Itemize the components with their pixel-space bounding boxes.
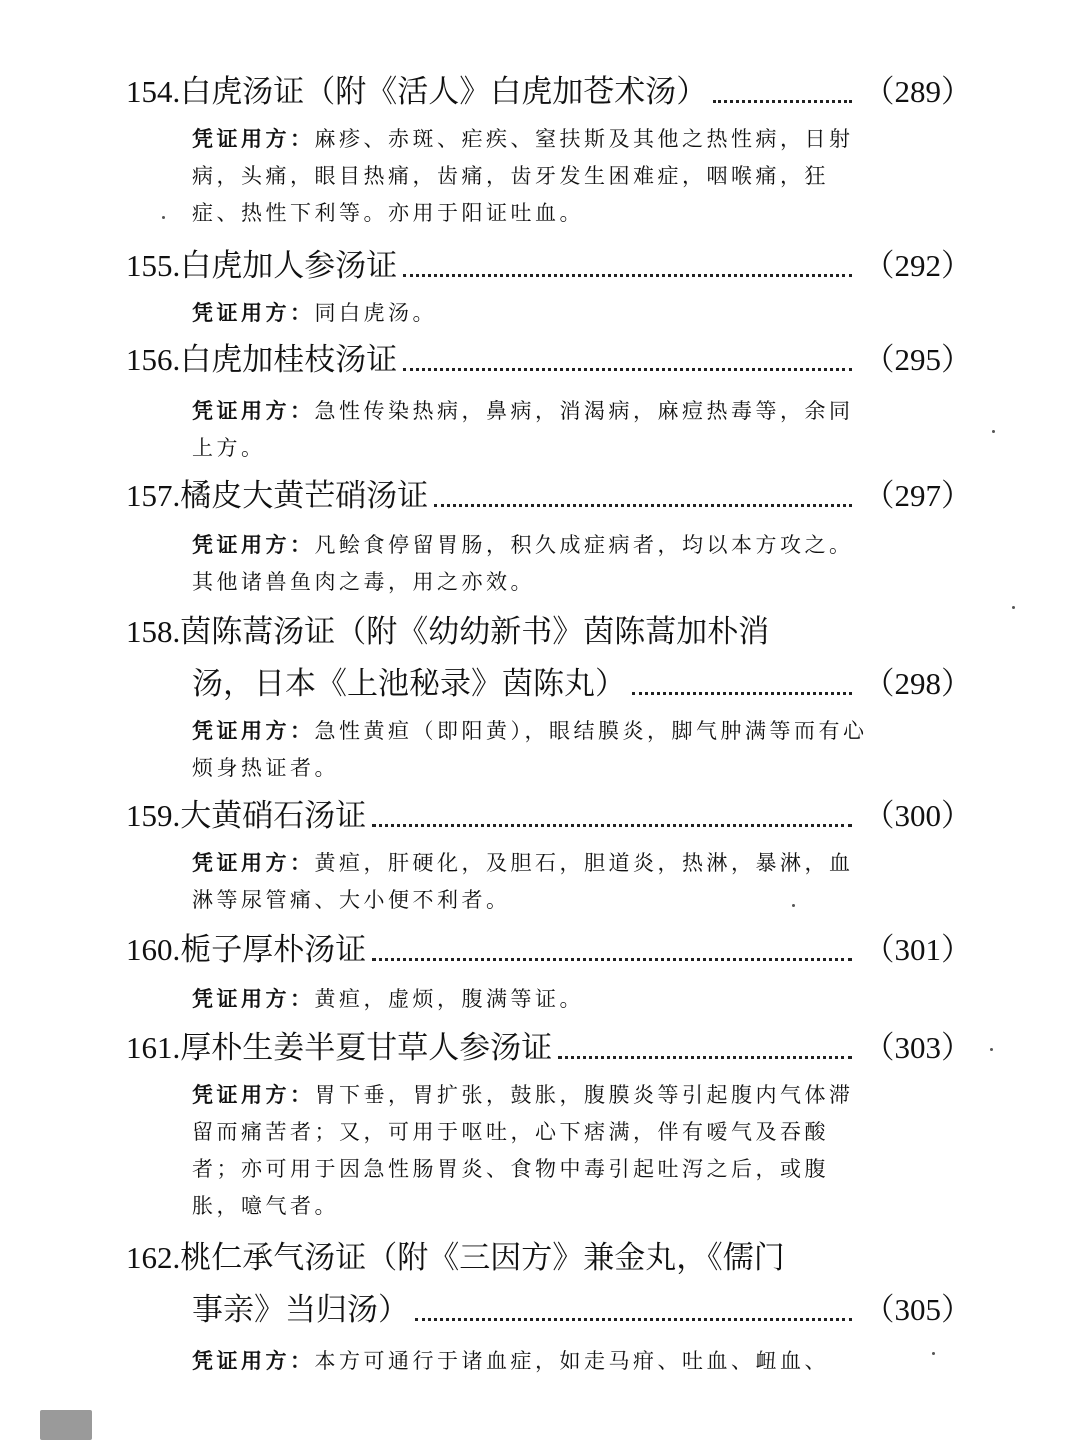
- leader-dots: [558, 1056, 851, 1059]
- entry-title: 茵陈蒿汤证（附《幼幼新书》茵陈蒿加朴消: [180, 614, 770, 650]
- entry-title-line: [126, 1028, 972, 1068]
- leader-dots: [415, 1318, 852, 1321]
- entry-usage: [192, 120, 872, 232]
- entry-number: 162.: [126, 1240, 181, 1275]
- entry-number: 160.: [126, 932, 181, 967]
- usage-text: 急性传染热病，鼻病，消渴病，麻痘热毒等，余同上方。: [192, 399, 854, 460]
- scan-corner-mark: [40, 1410, 92, 1440]
- entry-title-line: [126, 340, 972, 380]
- entry-title: 橘皮大黄芒硝汤证: [180, 478, 429, 514]
- entry-title-line: [126, 476, 972, 516]
- entry-number: 157.: [126, 478, 181, 513]
- leader-dots: [372, 958, 851, 961]
- usage-label: 凭证用方：: [192, 126, 315, 151]
- entry-page-ref: （300）: [863, 798, 972, 833]
- entry-page-ref: （298）: [863, 666, 972, 701]
- entry-number: 156.: [126, 342, 181, 377]
- entry-page-ref: （297）: [863, 478, 972, 513]
- entry-usage: [192, 392, 872, 467]
- entry-title: 厚朴生姜半夏甘草人参汤证: [180, 1030, 553, 1066]
- entry-title: 白虎加桂枝汤证: [180, 342, 398, 378]
- entry-number: 161.: [126, 1030, 181, 1065]
- usage-text: 本方可通行于诸血症，如走马疳、吐血、衄血、: [314, 1349, 829, 1373]
- scan-speck: [162, 216, 165, 219]
- leader-dots: [713, 100, 851, 103]
- entry-title-cont: 汤，日本《上池秘录》茵陈丸）: [192, 666, 626, 702]
- entry-title: 白虎汤证（附《活人》白虎加苍术汤）: [180, 74, 708, 110]
- scan-speck: [792, 904, 795, 907]
- entry-page-ref: （305）: [863, 1292, 972, 1327]
- scan-speck: [990, 1048, 993, 1051]
- entry-title-continuation: [192, 1290, 972, 1330]
- entry-usage: [192, 526, 872, 601]
- usage-label: 凭证用方：: [192, 532, 315, 557]
- usage-label: 凭证用方：: [192, 850, 315, 875]
- entry-title: 白虎加人参汤证: [180, 248, 398, 284]
- usage-text: 凡鲙食停留胃肠，积久成症病者，均以本方攻之。其他诸兽鱼肉之毒，用之亦效。: [192, 533, 854, 594]
- usage-label: 凭证用方：: [192, 718, 315, 743]
- usage-text: 黄疸，虚烦，腹满等证。: [314, 987, 584, 1011]
- usage-text: 胃下垂，胃扩张，鼓胀，腹膜炎等引起腹内气体滞留而痛苦者；又，可用于呕吐，心下痞满，伴有嗳气及吞酸者；亦可用于因急性肠胃炎、食物中毒引起吐泻之后，或腹胀，噫气者。: [192, 1083, 854, 1218]
- entry-title-cont: 事亲》当归汤）: [192, 1292, 409, 1328]
- entry-title-line: [126, 246, 972, 286]
- entry-page-ref: （289）: [863, 74, 972, 109]
- usage-label: 凭证用方：: [192, 1082, 315, 1107]
- usage-text: 急性黄疸（即阳黄），眼结膜炎，脚气肿满等而有心烦身热证者。: [192, 719, 868, 780]
- entry-page-ref: （292）: [863, 248, 972, 283]
- entry-title-line: [126, 796, 972, 836]
- usage-label: 凭证用方：: [192, 1348, 315, 1373]
- entry-number: 154.: [126, 74, 181, 109]
- entry-usage: [192, 294, 872, 332]
- entry-title-line: [126, 930, 972, 970]
- entry-page-ref: （303）: [863, 1030, 972, 1065]
- entry-title-line: [126, 1238, 972, 1278]
- entry-usage: [192, 980, 872, 1018]
- leader-dots: [403, 274, 851, 277]
- entry-number: 155.: [126, 248, 181, 283]
- entry-usage: [192, 1342, 872, 1380]
- leader-dots: [372, 824, 851, 827]
- entry-title: 栀子厚朴汤证: [180, 932, 367, 968]
- usage-text: 同白虎汤。: [314, 301, 437, 325]
- entry-title-line: [126, 612, 972, 652]
- scan-speck: [992, 430, 995, 433]
- entry-number: 159.: [126, 798, 181, 833]
- entry-title: 桃仁承气汤证（附《三因方》兼金丸，《儒门: [180, 1240, 785, 1276]
- entry-number: 158.: [126, 614, 181, 649]
- entry-usage: [192, 1076, 872, 1225]
- leader-dots: [434, 504, 851, 507]
- entry-page-ref: （301）: [863, 932, 972, 967]
- usage-text: 麻疹、赤斑、疟疾、窒扶斯及其他之热性病，日射病，头痛，眼目热痛，齿痛，齿牙发生困难症，咽喉痛，狂症、热性下利等。亦用于阳证吐血。: [192, 127, 854, 225]
- entry-usage: [192, 844, 872, 919]
- usage-text: 黄疸，肝硬化，及胆石，胆道炎，热淋，暴淋，血淋等尿管痛、大小便不利者。: [192, 851, 854, 912]
- usage-label: 凭证用方：: [192, 986, 315, 1011]
- entry-title: 大黄硝石汤证: [180, 798, 367, 834]
- entry-title-continuation: [192, 664, 972, 704]
- leader-dots: [632, 692, 852, 695]
- entry-usage: [192, 712, 872, 787]
- scan-speck: [1012, 606, 1015, 609]
- entry-title-line: [126, 72, 972, 112]
- entry-page-ref: （295）: [863, 342, 972, 377]
- leader-dots: [403, 368, 851, 371]
- usage-label: 凭证用方：: [192, 300, 315, 325]
- usage-label: 凭证用方：: [192, 398, 315, 423]
- scan-speck: [932, 1352, 935, 1355]
